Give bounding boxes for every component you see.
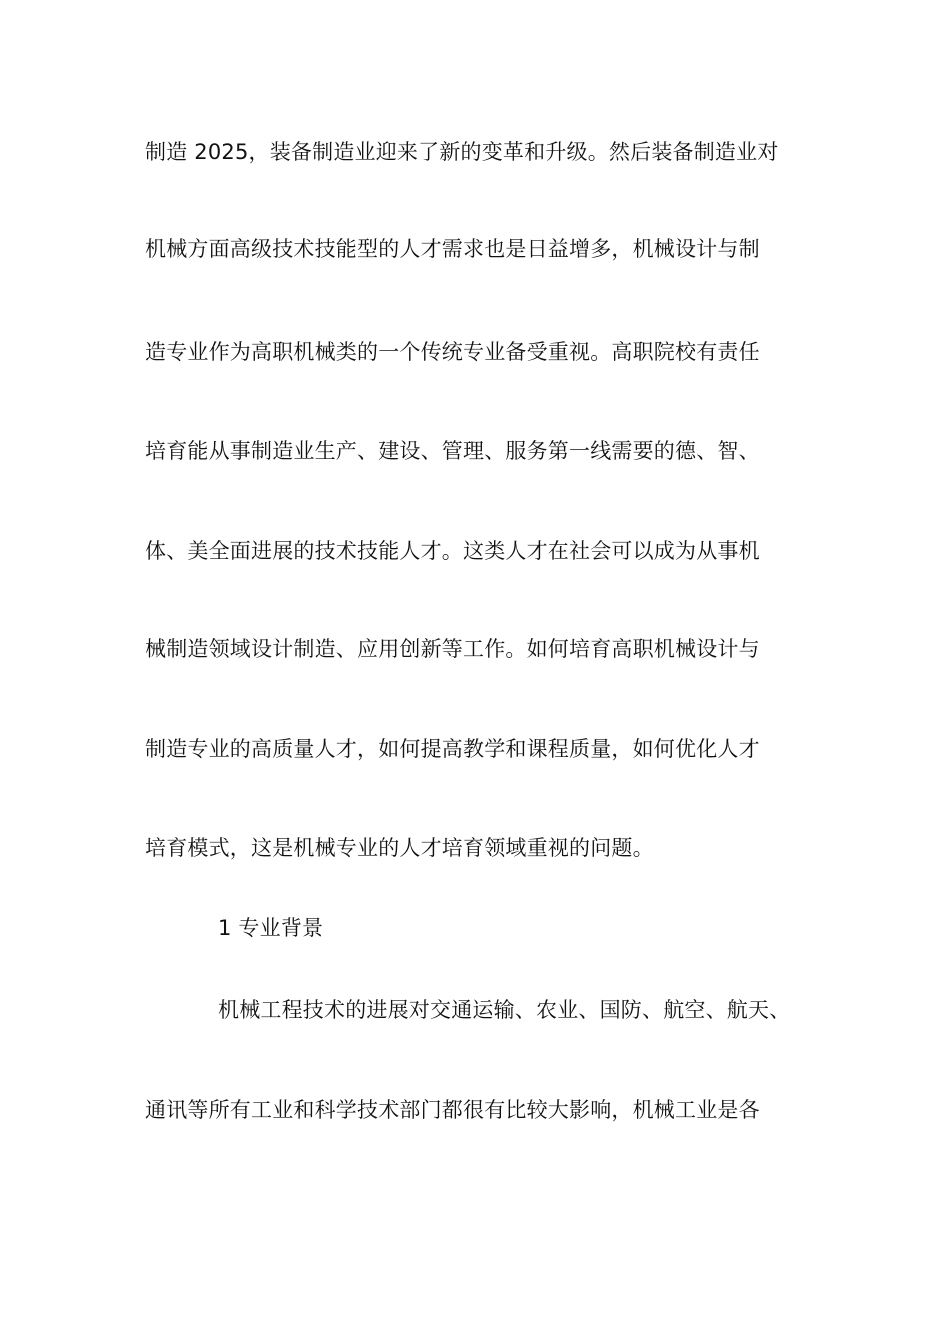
paragraph-line-2: 机械方面高级技术技能型的人才需求也是日益增多，机械设计与制	[145, 237, 760, 261]
paragraph-line-7: 制造专业的高质量人才，如何提高教学和课程质量，如何优化人才	[145, 737, 760, 761]
section-paragraph-line-2: 通讯等所有工业和科学技术部门都很有比较大影响，机械工业是各	[145, 1098, 760, 1122]
paragraph-line-5: 体、美全面进展的技术技能人才。这类人才在社会可以成为从事机	[145, 539, 760, 563]
paragraph-line-1: 制造 2025，装备制造业迎来了新的变革和升级。然后装备制造业对	[145, 140, 779, 164]
paragraph-line-4: 培育能从事制造业生产、建设、管理、服务第一线需要的德、智、	[145, 439, 760, 463]
paragraph-line-6: 械制造领域设计制造、应用创新等工作。如何培育高职机械设计与	[145, 637, 760, 661]
section-paragraph-line-1: 机械工程技术的进展对交通运输、农业、国防、航空、航天、	[218, 998, 791, 1022]
paragraph-line-3: 造专业作为高职机械类的一个传统专业备受重视。高职院校有责任	[145, 340, 760, 364]
paragraph-line-8: 培育模式，这是机械专业的人才培育领域重视的问题。	[145, 836, 654, 860]
section-heading: 1 专业背景	[218, 916, 324, 940]
